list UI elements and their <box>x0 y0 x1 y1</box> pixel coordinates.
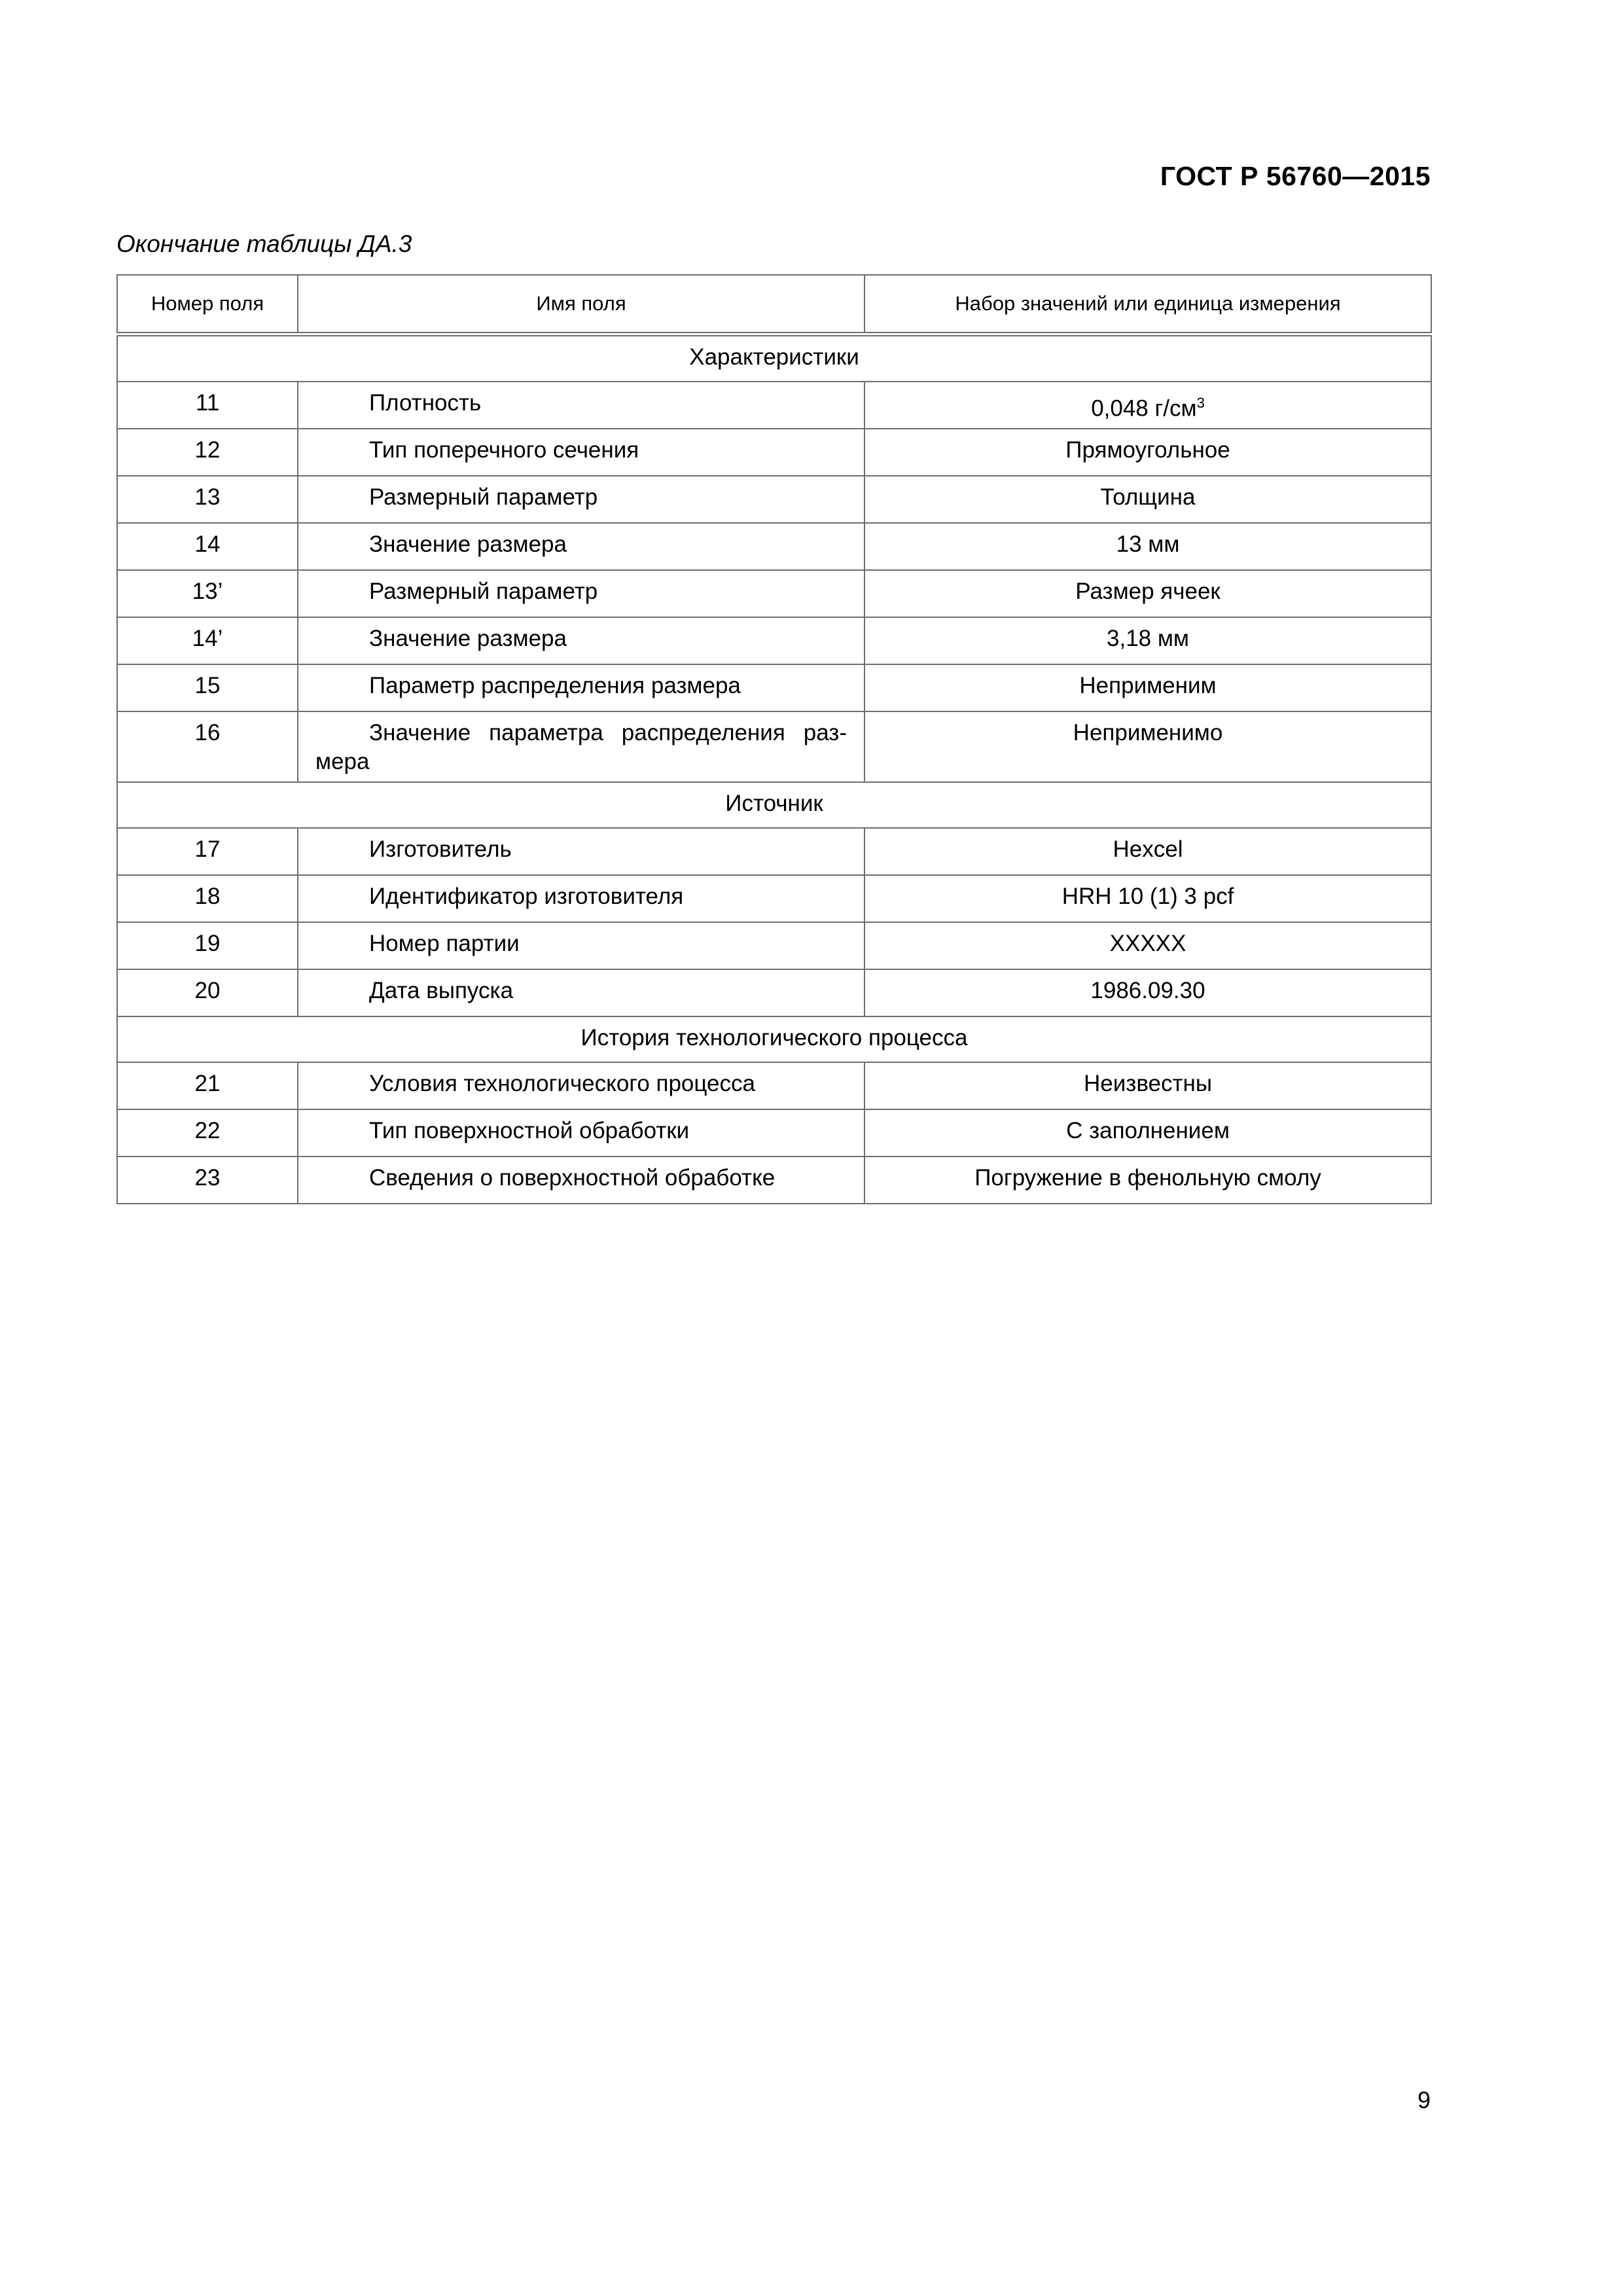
table-row <box>117 922 1431 969</box>
field-value: Размер ячеек <box>865 570 1431 617</box>
field-value: Погружение в фенольную смолу <box>865 1157 1431 1204</box>
document-code: ГОСТ Р 56760—2015 <box>1160 161 1431 191</box>
field-name: Тип поперечного сечения <box>298 429 865 476</box>
table-row <box>117 617 1431 664</box>
field-number: 18 <box>117 875 298 922</box>
field-name: Сведения о поверхностной обработке <box>298 1157 865 1204</box>
field-number: 14 <box>117 523 298 570</box>
field-number: 17 <box>117 828 298 875</box>
table-row <box>117 1109 1431 1157</box>
field-value: Прямоугольное <box>865 429 1431 476</box>
field-number: 19 <box>117 922 298 969</box>
field-name: Тип поверхностной обработки <box>298 1109 865 1157</box>
field-name: Значение размера <box>298 523 865 570</box>
field-value: Толщина <box>865 476 1431 523</box>
field-name: Значение размера <box>298 617 865 664</box>
table-row <box>117 1157 1431 1204</box>
field-value: Неприменимо <box>865 711 1431 782</box>
field-value: 13 мм <box>865 523 1431 570</box>
field-value-text: 0,048 г/см <box>1091 395 1197 422</box>
field-name: Изготовитель <box>298 828 865 875</box>
column-header-values: Набор значений или единица измерения <box>865 275 1431 334</box>
field-name: Параметр распределения размера <box>298 664 865 711</box>
specification-table <box>116 274 1432 1204</box>
field-number: 15 <box>117 664 298 711</box>
section-row <box>117 782 1431 828</box>
field-value: XXXXX <box>865 922 1431 969</box>
field-value: 1986.09.30 <box>865 969 1431 1016</box>
field-value: Неизвестны <box>865 1062 1431 1109</box>
section-title-process-history: История технологического процесса <box>117 1016 1431 1062</box>
field-value: Неприменим <box>865 664 1431 711</box>
field-name: Размерный параметр <box>298 570 865 617</box>
field-number: 13’ <box>117 570 298 617</box>
table-row <box>117 1062 1431 1109</box>
field-number: 20 <box>117 969 298 1016</box>
field-name: Размерный параметр <box>298 476 865 523</box>
section-title-characteristics: Характеристики <box>117 334 1431 382</box>
table-row <box>117 664 1431 711</box>
table-row <box>117 476 1431 523</box>
table-row <box>117 828 1431 875</box>
section-title-source: Источник <box>117 782 1431 828</box>
field-name: Номер партии <box>298 922 865 969</box>
field-value-superscript: 3 <box>1196 395 1205 411</box>
field-name: Плотность <box>298 382 865 429</box>
table-row <box>117 523 1431 570</box>
field-name: Дата выпуска <box>298 969 865 1016</box>
table-row <box>117 969 1431 1016</box>
column-header-field-name: Имя поля <box>298 275 865 334</box>
field-number: 12 <box>117 429 298 476</box>
table-row <box>117 711 1431 782</box>
field-number: 16 <box>117 711 298 782</box>
table-row <box>117 570 1431 617</box>
field-value <box>865 382 1431 429</box>
column-header-field-number: Номер поля <box>117 275 298 334</box>
field-value: HRH 10 (1) 3 pcf <box>865 875 1431 922</box>
field-number: 23 <box>117 1157 298 1204</box>
field-value: 3,18 мм <box>865 617 1431 664</box>
table-row <box>117 429 1431 476</box>
section-row <box>117 1016 1431 1062</box>
table-row <box>117 382 1431 429</box>
page-number: 9 <box>1417 2087 1431 2113</box>
field-number: 11 <box>117 382 298 429</box>
table-caption: Окончание таблицы ДА.3 <box>116 230 412 257</box>
table-row <box>117 875 1431 922</box>
field-value: С заполнением <box>865 1109 1431 1157</box>
table-header-row <box>117 275 1431 334</box>
field-value: Hexcel <box>865 828 1431 875</box>
field-name: Идентификатор изготовителя <box>298 875 865 922</box>
field-name: Значение параметра распределения раз-мера <box>298 711 865 782</box>
field-name: Условия технологического процесса <box>298 1062 865 1109</box>
field-number: 13 <box>117 476 298 523</box>
section-row <box>117 334 1431 382</box>
field-number: 14’ <box>117 617 298 664</box>
field-number: 21 <box>117 1062 298 1109</box>
field-number: 22 <box>117 1109 298 1157</box>
